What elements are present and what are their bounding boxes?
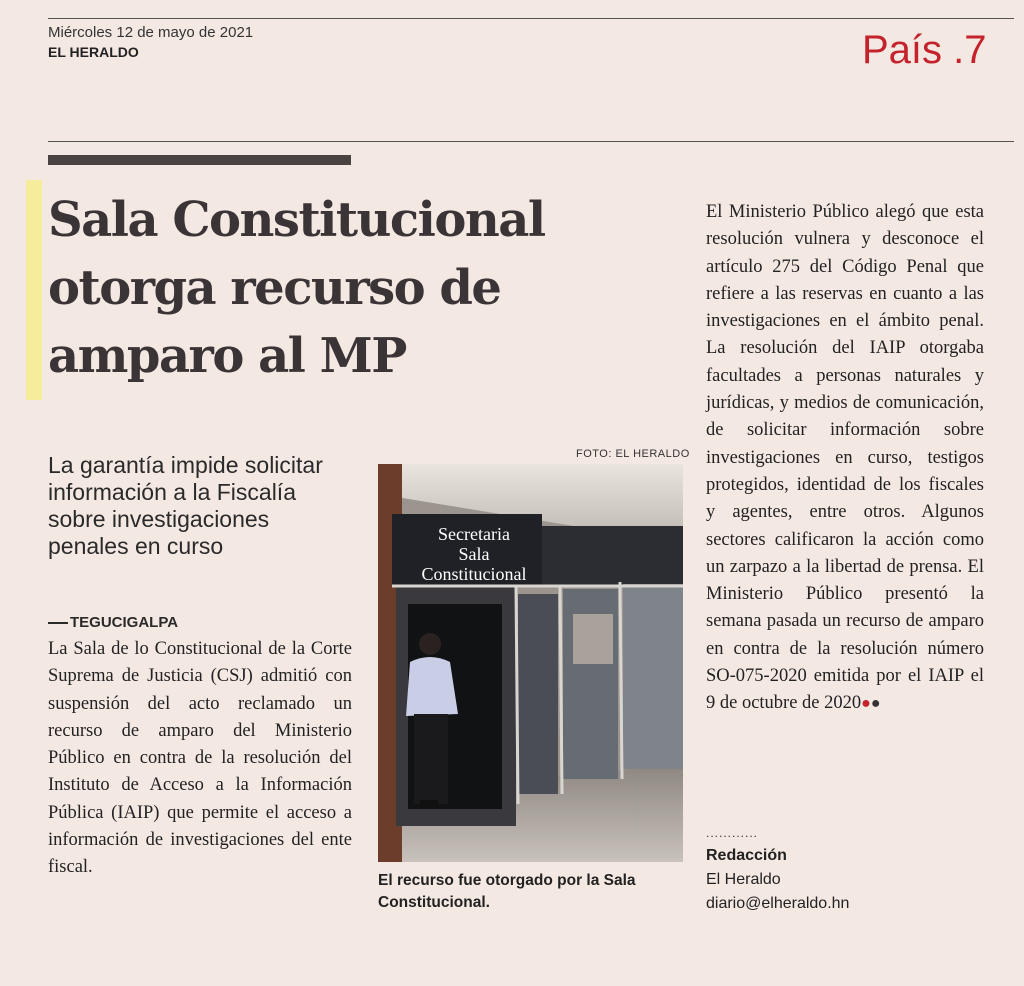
byline-outlet: El Heraldo [706,871,781,888]
byline-separator: ............ [706,826,759,840]
sign-text-1: Secretaria [438,524,510,544]
sign-text-2: Sala [458,544,490,564]
headline-line-2: otorga recurso de [48,260,501,316]
end-mark-red: ● [861,695,871,713]
photo-caption: El recurso fue otorgado por la Sala Constitucional. [378,872,636,911]
subheadline: La garantía impide solicitar información a la Fiscalía sobre investigaciones penales en curso [48,452,323,559]
end-mark-dark: ● [870,695,881,713]
issue-date: Miércoles 12 de mayo de 2021 [48,24,254,41]
headline [48,186,688,390]
byline-author: Redacción [706,847,787,864]
highlighter-mark [26,180,42,400]
header-rule [48,141,1014,142]
section-page-number: País .7 [862,28,987,72]
dateline: TEGUCIGALPA [48,614,178,631]
newspaper-name: EL HERALDO [48,44,139,60]
headline-line-1: Sala Constitucional [48,192,545,248]
body-text-col2-content: El Ministerio Público alegó que esta resolución vulnera y desconoce el artículo 275 del Código Penal que refiere a las reservas en cuanto a las investigaciones en el ámbito penal. La resolución del IAIP otorgaba facultades a personas naturales y jurídicas, y medios de comunicación, de solicitar información sobre investigaciones en curso, testigos protegidos, identidad de los fiscales y agentes, entre otros. Algunos sectores calificaron la acción como un zarpazo a la libertad de prensa. El Ministerio Público presentó la semana pasada un recurso de amparo en contra de la resolución número SO-075-2020 emitida por el IAIP el 9 de octubre de 2020 [706,202,984,714]
body-text-col1: La Sala de lo Constitucional de la Corte Suprema de Justicia (CSJ) admitió con suspensión del acto reclamado un recurso de amparo del Ministerio Público en contra de la resolución del Instituto de Acceso a la Información Pública (IAIP) que permite el acceso a información de investigaciones del ente fiscal. [48,639,352,878]
byline-email: diario@elheraldo.hn [706,895,850,912]
top-rule [48,18,1014,19]
byline [706,844,849,916]
body-column-2 [706,199,984,718]
body-column-1 [48,636,352,882]
headline-line-3: amparo al MP [48,328,406,384]
body-text-col2 [706,199,984,718]
article-photo [378,464,683,862]
photo-illustration [378,464,683,862]
headline-bar [48,155,351,165]
sign-text-3: Constitucional [421,564,527,584]
photo-credit: FOTO: EL HERALDO [576,448,690,460]
